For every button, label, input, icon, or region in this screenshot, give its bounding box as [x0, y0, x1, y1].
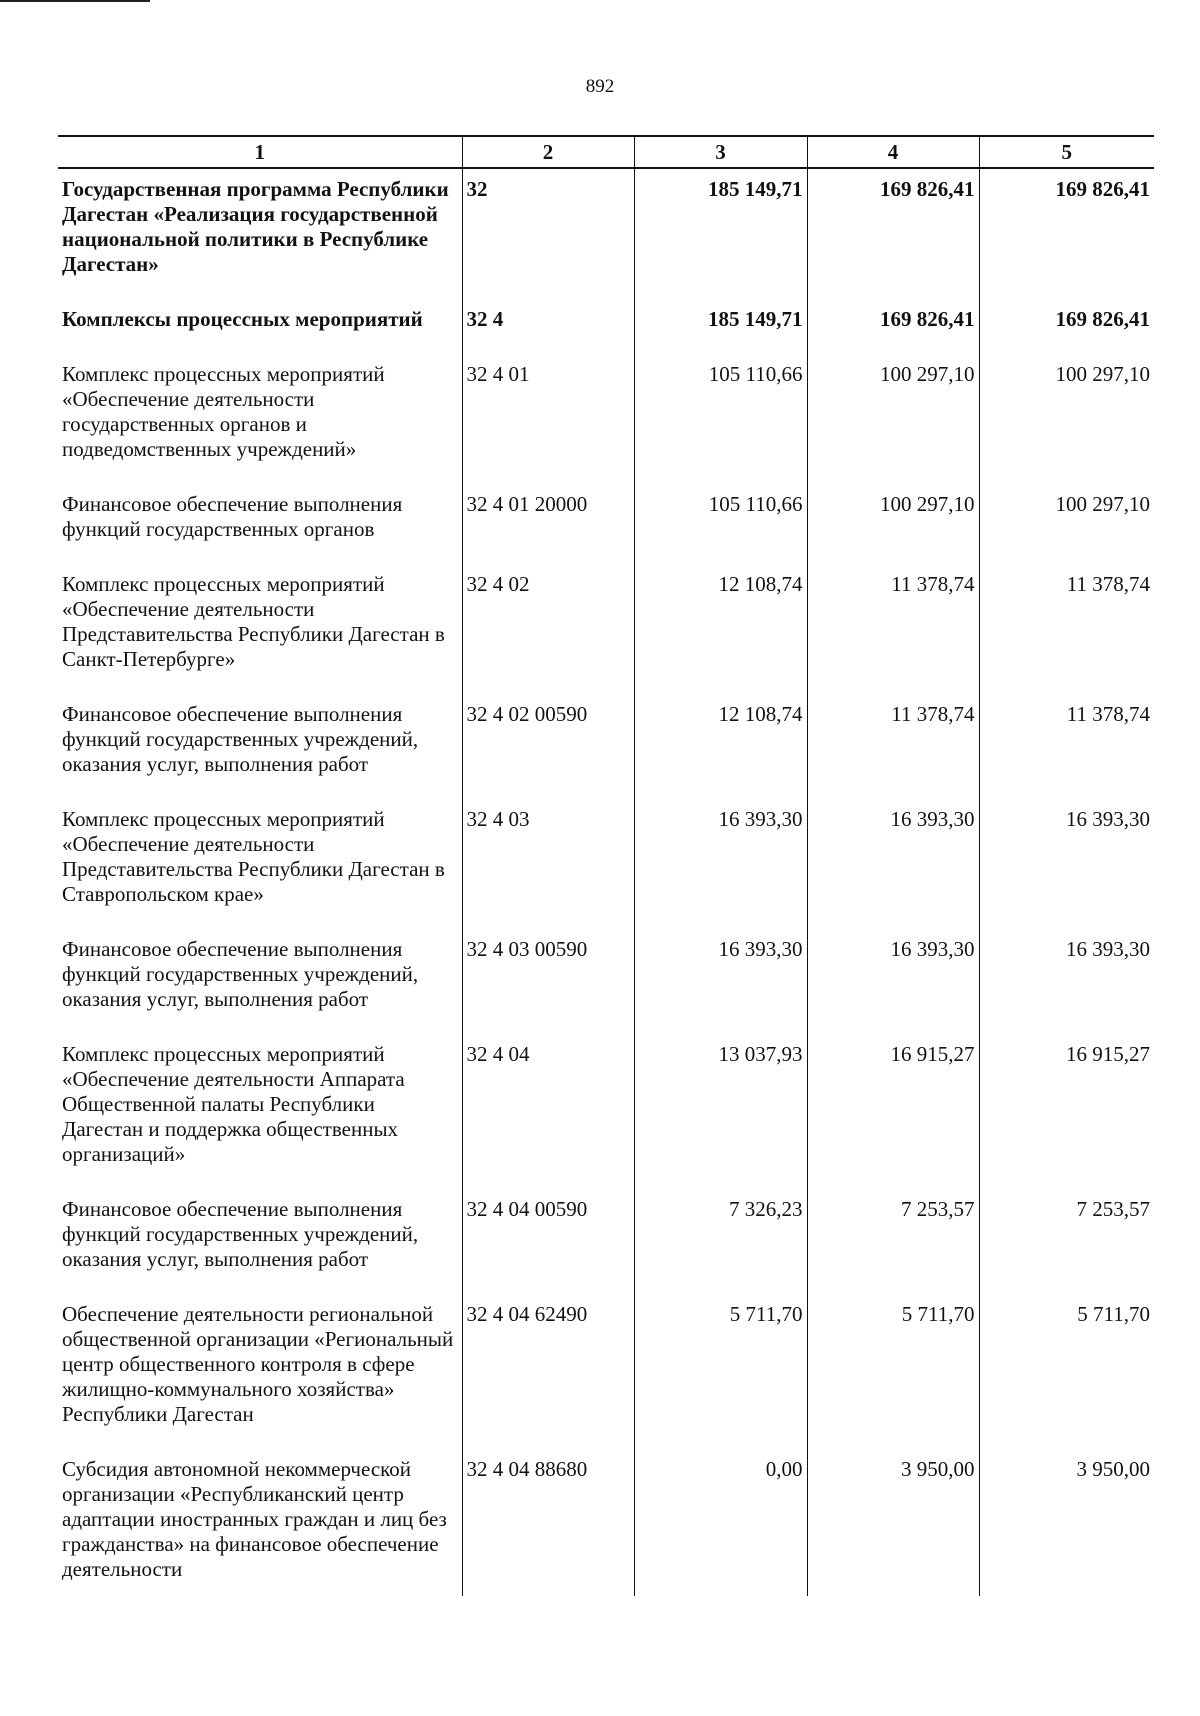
row-value-col3: 185 149,71: [634, 168, 807, 293]
row-value-col5: 5 711,70: [979, 1288, 1154, 1443]
page-number: 892: [585, 76, 615, 97]
row-value-col4: 11 378,74: [807, 558, 979, 688]
row-value-col4: 5 711,70: [807, 1288, 979, 1443]
row-value-col3: 13 037,93: [634, 1028, 807, 1183]
table-row: [58, 793, 1154, 923]
row-value-col3: 7 326,23: [634, 1183, 807, 1288]
row-name: Комплекс процессных мероприятий «Обеспечение деятельности государственных органов и подведомственных учреждений»: [62, 362, 385, 461]
row-code: 32 4 04 88680: [462, 1443, 634, 1596]
header-col-5: 5: [979, 136, 1154, 168]
row-code: 32 4 01 20000: [462, 478, 634, 558]
row-value-col3: 105 110,66: [634, 478, 807, 558]
header-col-3: 3: [634, 136, 807, 168]
row-code: 32 4 04 62490: [462, 1288, 634, 1443]
row-value-col5: 3 950,00: [979, 1443, 1154, 1596]
row-name: Финансовое обеспечение выполнения функций государственных учреждений, оказания услуг, выполнения работ: [62, 702, 419, 776]
row-name: Субсидия автономной некоммерческой организации «Республиканский центр адаптации иностранных граждан и лиц без гражданства» на финансовое обеспечение деятельности: [62, 1457, 447, 1581]
header-col-2: 2: [462, 136, 634, 168]
row-value-col5: 7 253,57: [979, 1183, 1154, 1288]
row-value-col5: 169 826,41: [979, 293, 1154, 348]
row-value-col4: 7 253,57: [807, 1183, 979, 1288]
row-code: 32 4 03: [462, 793, 634, 923]
row-value-col5: 100 297,10: [979, 348, 1154, 478]
row-code: 32 4 04 00590: [462, 1183, 634, 1288]
row-value-col4: 100 297,10: [807, 478, 979, 558]
row-name: Комплекс процессных мероприятий «Обеспечение деятельности Представительства Республики Дагестан в Ставропольском крае»: [62, 807, 445, 906]
row-value-col3: 16 393,30: [634, 923, 807, 1028]
row-name: Комплексы процессных мероприятий: [62, 307, 423, 331]
row-value-col3: 16 393,30: [634, 793, 807, 923]
row-name: Финансовое обеспечение выполнения функций государственных учреждений, оказания услуг, выполнения работ: [62, 937, 419, 1011]
row-name: Обеспечение деятельности региональной общественной организации «Региональный центр общественного контроля в сфере жилищно-коммунального хозяйства» Республики Дагестан: [62, 1302, 454, 1426]
table-row: [58, 478, 1154, 558]
table-row: [58, 558, 1154, 688]
corner-scan-line: [0, 0, 150, 2]
row-value-col4: 16 393,30: [807, 793, 979, 923]
row-code: 32 4 03 00590: [462, 923, 634, 1028]
row-value-col4: 169 826,41: [807, 293, 979, 348]
row-value-col3: 105 110,66: [634, 348, 807, 478]
row-name: Финансовое обеспечение выполнения функций государственных учреждений, оказания услуг, выполнения работ: [62, 1197, 419, 1271]
row-code: 32 4: [462, 293, 634, 348]
row-value-col3: 12 108,74: [634, 688, 807, 793]
row-value-col5: 100 297,10: [979, 478, 1154, 558]
budget-table: [58, 135, 1154, 1596]
row-value-col3: 0,00: [634, 1443, 807, 1596]
row-name: Государственная программа Республики Дагестан «Реализация государственной национальной политики в Республике Дагестан»: [62, 177, 449, 276]
table-row: [58, 923, 1154, 1028]
row-value-col4: 16 915,27: [807, 1028, 979, 1183]
row-value-col3: 5 711,70: [634, 1288, 807, 1443]
row-value-col4: 3 950,00: [807, 1443, 979, 1596]
row-value-col5: 16 393,30: [979, 923, 1154, 1028]
row-value-col5: 11 378,74: [979, 558, 1154, 688]
row-value-col5: 16 393,30: [979, 793, 1154, 923]
header-col-1: 1: [58, 136, 462, 168]
row-name: Финансовое обеспечение выполнения функций государственных органов: [62, 492, 403, 541]
row-code: 32: [462, 168, 634, 293]
row-name: Комплекс процессных мероприятий «Обеспечение деятельности Представительства Республики Дагестан в Санкт-Петербурге»: [62, 572, 445, 671]
table-row: [58, 168, 1154, 293]
row-code: 32 4 01: [462, 348, 634, 478]
row-value-col4: 16 393,30: [807, 923, 979, 1028]
row-value-col4: 169 826,41: [807, 168, 979, 293]
table-row: [58, 1183, 1154, 1288]
row-value-col4: 11 378,74: [807, 688, 979, 793]
row-value-col4: 100 297,10: [807, 348, 979, 478]
header-col-4: 4: [807, 136, 979, 168]
table-row: [58, 1443, 1154, 1596]
row-value-col5: 16 915,27: [979, 1028, 1154, 1183]
table-row: [58, 1028, 1154, 1183]
row-value-col5: 11 378,74: [979, 688, 1154, 793]
row-code: 32 4 04: [462, 1028, 634, 1183]
table-header-row: [58, 136, 1154, 168]
row-value-col3: 12 108,74: [634, 558, 807, 688]
row-code: 32 4 02 00590: [462, 688, 634, 793]
table-row: [58, 688, 1154, 793]
row-code: 32 4 02: [462, 558, 634, 688]
table-row: [58, 293, 1154, 348]
row-value-col5: 169 826,41: [979, 168, 1154, 293]
row-value-col3: 185 149,71: [634, 293, 807, 348]
table-row: [58, 1288, 1154, 1443]
row-name: Комплекс процессных мероприятий «Обеспечение деятельности Аппарата Общественной палаты Республики Дагестан и поддержка общественных организаций»: [62, 1042, 405, 1166]
table-row: [58, 348, 1154, 478]
